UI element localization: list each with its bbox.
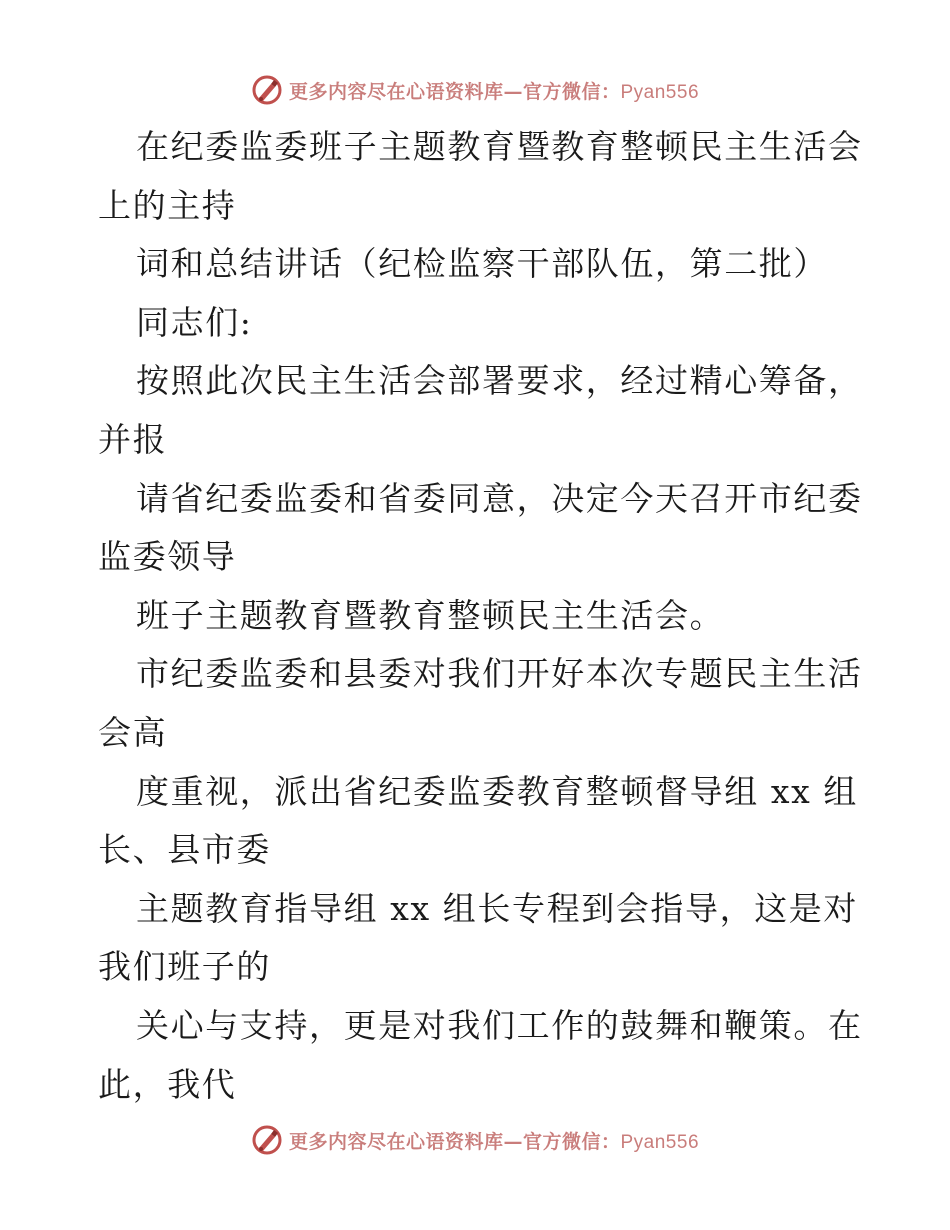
header-watermark — [0, 70, 950, 110]
text-line: 我们班子的 — [98, 947, 271, 987]
pen-logo-icon — [251, 1124, 283, 1156]
document-body — [98, 118, 863, 1114]
text-line: 在纪委监委班子主题教育暨教育整顿民主生活会 — [136, 127, 863, 166]
text-line: 上的主持 — [98, 185, 237, 225]
text-line: 此，我代 — [98, 1064, 237, 1104]
text-line: 并报 — [98, 419, 168, 459]
text-line: 长、县市委 — [98, 830, 271, 870]
text-line: 市纪委监委和县委对我们开好本次专题民主生活 — [136, 654, 863, 694]
text-line: 请省纪委监委和省委同意，决定今天召开市纪委 — [136, 478, 863, 518]
watermark-text — [289, 77, 699, 104]
text-line: 关心与支持，更是对我们工作的鼓舞和鞭策。在 — [136, 1005, 863, 1045]
watermark-site: 更多内容尽在心语资料库—官方微信： — [288, 80, 621, 103]
watermark-text — [289, 1127, 699, 1154]
text-line: 词和总结讲话（纪检监察干部队伍，第二批） — [136, 244, 828, 284]
watermark-wechat-id: Pyan556 — [620, 81, 700, 103]
text-line: 度重视，派出省纪委监委教育整顿督导组 xx 组 — [136, 771, 859, 811]
text-line: 会高 — [98, 712, 168, 752]
text-line: 班子主题教育暨教育整顿民主生活会。 — [136, 595, 725, 635]
text-line: 主题教育指导组 xx 组长专程到会指导，这是对 — [136, 888, 859, 928]
pen-logo-icon — [251, 74, 283, 106]
watermark-site: 更多内容尽在心语资料库—官方微信： — [288, 1130, 621, 1153]
text-line: 按照此次民主生活会部署要求，经过精心筹备， — [136, 361, 863, 401]
footer-watermark — [0, 1120, 950, 1160]
watermark-wechat-id: Pyan556 — [620, 1131, 700, 1153]
text-line: 监委领导 — [98, 537, 237, 577]
text-line: 同志们: — [136, 302, 253, 342]
